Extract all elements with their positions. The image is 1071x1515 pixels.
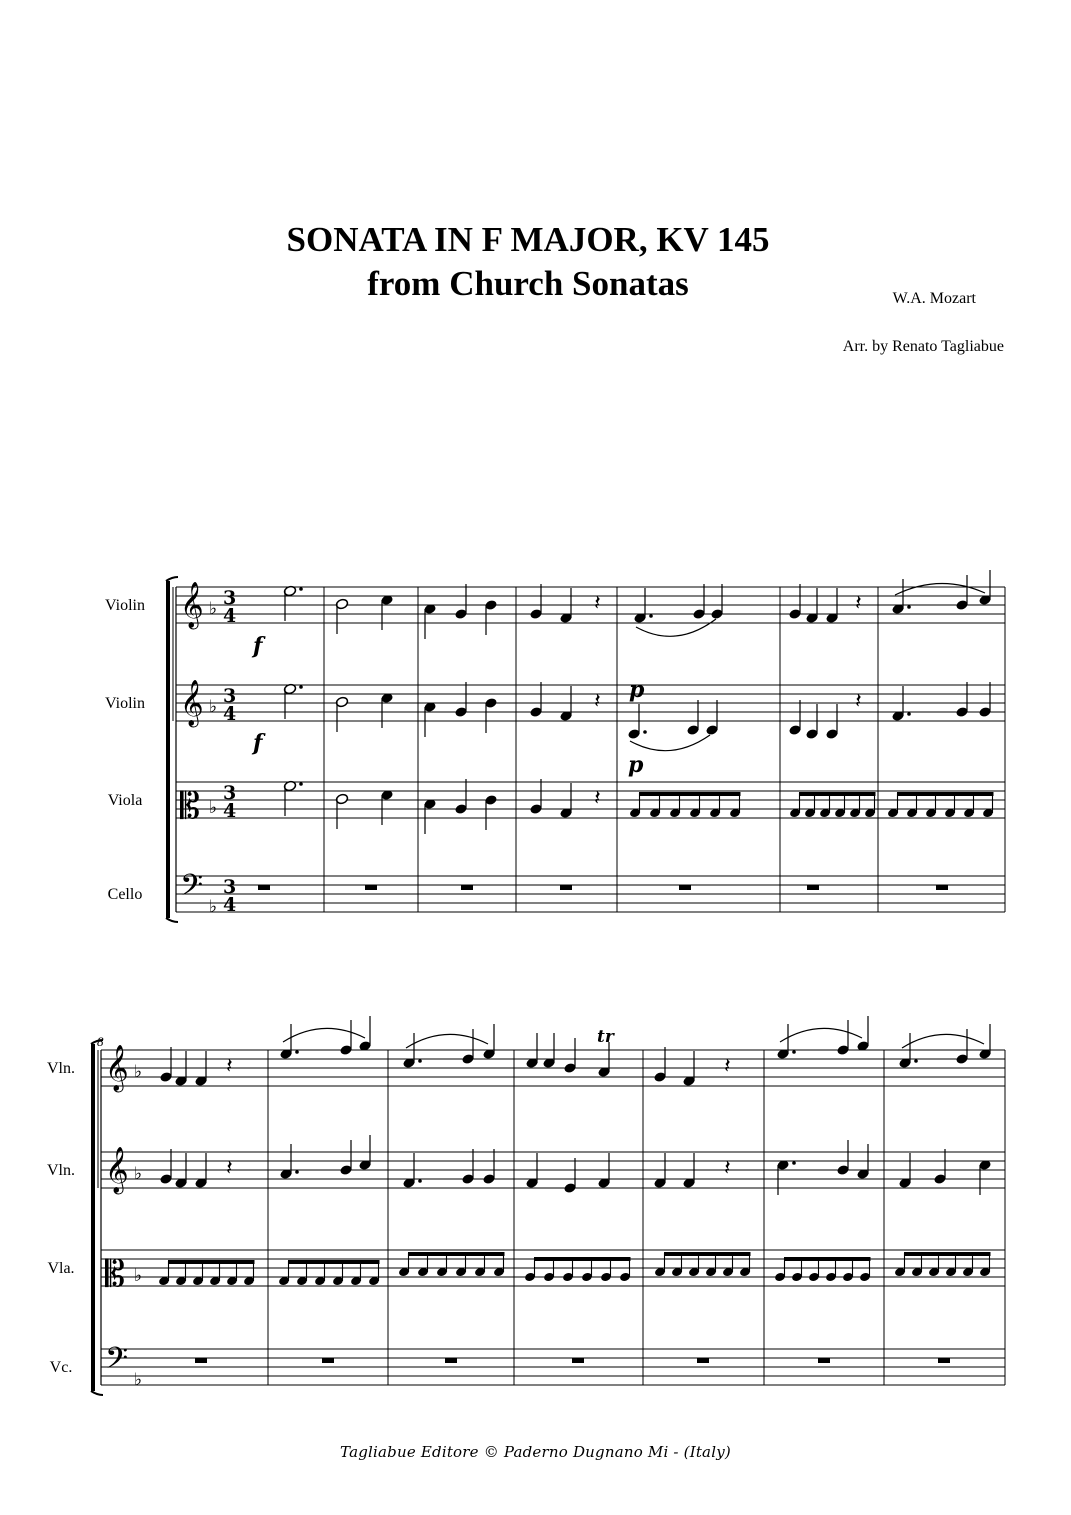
note-dot [643,730,647,734]
whole-rest [936,885,948,890]
staff-4 [50,1342,1005,1390]
flat-key-signature: ♭ [209,599,218,619]
whole-rest [679,885,691,890]
note-dot [649,614,653,618]
quarter-rest: 𝄽 [594,591,601,616]
flat-key-signature: ♭ [209,897,218,917]
whole-rest [445,1358,457,1363]
whole-rest [195,1358,207,1363]
beam [897,792,994,796]
note-dot [418,1179,422,1183]
beam [784,1257,871,1261]
beam [534,1257,631,1261]
note-dot [792,1161,796,1165]
treble-clef: 𝄞 [105,1147,129,1193]
beam [904,1252,991,1256]
whole-rest [807,885,819,890]
time-sig-denominator: 4 [223,894,237,916]
whole-rest [365,885,377,890]
note-dot [295,1170,299,1174]
note-dot [914,1059,918,1063]
whole-rest [572,1358,584,1363]
beam [639,792,741,796]
beam [168,1260,255,1264]
slur [283,1028,365,1042]
time-sig-denominator: 4 [223,800,237,822]
quarter-rest: 𝄽 [226,1054,233,1079]
quarter-rest: 𝄽 [594,689,601,714]
whole-rest [258,885,270,890]
note-dot [907,712,911,716]
bass-clef: 𝄢 [105,1342,129,1383]
note-dot [907,605,911,609]
instrument-name: Vc. [49,1359,73,1376]
quarter-rest: 𝄽 [855,591,862,616]
treble-clef: 𝄞 [180,680,204,726]
instrument-name: Vln. [47,1162,75,1179]
dynamic-p: p [629,677,645,703]
quarter-rest: 𝄽 [855,689,862,714]
staff-2 [105,680,1005,728]
whole-rest [560,885,572,890]
title-line-1: SONATA IN F MAJOR, KV 145 [286,220,770,259]
slur [406,1034,488,1048]
dynamic-p: p [628,752,644,778]
dynamic-f: f [253,633,263,659]
measure-number: 8 [97,1034,104,1049]
flat-key-signature: ♭ [134,1164,143,1184]
flat-key-signature: ♭ [209,798,218,818]
system-1 [105,570,1005,922]
slur [902,1034,984,1048]
bracket-hook [166,918,178,922]
note-dot [299,685,303,689]
note-dot [299,587,303,591]
instrument-name: Cello [107,886,143,903]
staff-4 [108,869,1005,917]
beam [664,1252,751,1256]
staff-3 [108,782,1005,827]
alto-clef: 𝄡 [105,1254,126,1295]
bracket-hook [91,1391,103,1395]
alto-clef: 𝄡 [180,786,201,827]
bracket [166,581,170,918]
dynamic-f: f [253,730,263,756]
slur [630,735,710,751]
time-sig-denominator: 4 [223,703,237,725]
whole-rest [461,885,473,890]
bass-clef: 𝄢 [180,869,204,910]
time-sig-numerator: 3 [223,782,237,804]
instrument-name: Violin [105,695,145,712]
treble-clef: 𝄞 [105,1045,129,1091]
note-dot [295,1050,299,1054]
bracket [91,1044,95,1391]
quarter-rest: 𝄽 [724,1054,731,1079]
slur [636,619,716,636]
quarter-rest: 𝄽 [226,1156,233,1181]
flat-key-signature: ♭ [134,1266,143,1286]
quarter-rest: 𝄽 [594,786,601,811]
flat-key-signature: ♭ [134,1370,143,1390]
beam [799,792,876,796]
trill-ornament: tr [597,1027,614,1047]
whole-rest [697,1358,709,1363]
title-line-2: from Church Sonatas [367,264,689,303]
time-sig-numerator: 3 [223,685,237,707]
instrument-name: Vla. [47,1260,75,1277]
beam [288,1260,380,1264]
staff-1 [105,582,1005,630]
flat-key-signature: ♭ [134,1062,143,1082]
slur [895,583,985,595]
instrument-name: Violin [105,597,145,614]
time-sig-numerator: 3 [223,587,237,609]
staff-1 [47,1045,1005,1093]
instrument-name: Viola [107,792,143,809]
note-dot [418,1059,422,1063]
footer-copyright: Tagliabue Editore © Paderno Dugnano Mi - (Italy) [340,1443,731,1461]
whole-rest [938,1358,950,1363]
composer: W.A. Mozart [892,290,976,307]
whole-rest [322,1358,334,1363]
note-dot [792,1050,796,1054]
slur [780,1028,862,1042]
treble-clef: 𝄞 [180,582,204,628]
quarter-rest: 𝄽 [724,1156,731,1181]
whole-rest [818,1358,830,1363]
note-dot [299,782,303,786]
system-2 [47,1016,1005,1395]
instrument-name: Vln. [47,1060,75,1077]
arranger: Arr. by Renato Tagliabue [842,338,1004,355]
bracket-hook [166,577,178,581]
beam [408,1252,505,1256]
time-sig-denominator: 4 [223,605,237,627]
time-sig-numerator: 3 [223,876,237,898]
flat-key-signature: ♭ [209,697,218,717]
staff-3 [47,1250,1005,1295]
